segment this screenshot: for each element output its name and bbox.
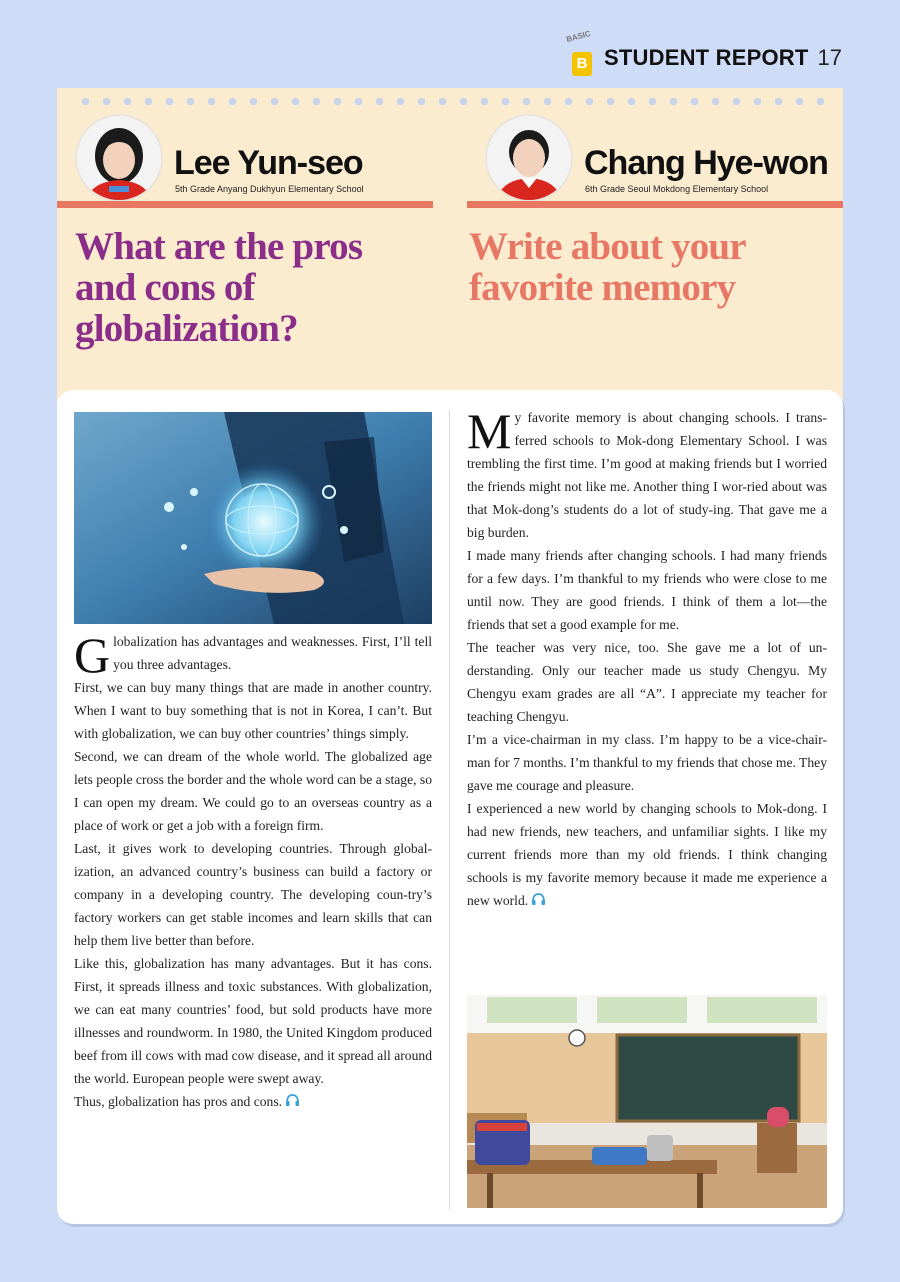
content-card xyxy=(57,390,843,1224)
paragraph-text: lobalization has advantages and weaknesses. First, I’ll tell you three advantages. xyxy=(113,634,432,672)
author-name: Lee Yun-seo xyxy=(174,144,363,182)
author-school: 5th Grade Anyang Dukhyun Elementary School xyxy=(175,184,364,194)
classroom-photo xyxy=(467,995,827,1208)
paragraph: Like this, globalization has many advantages. But it has cons. First, it spreads illness and toxic substances. With globalization, we can eat many countries’ food, but sold products have more illnesses and roundworm. In 1980, the United Kingdom produced beef from ill cows with mad cow disease, and it spread all around the world. European people were swept away. xyxy=(74,956,432,1086)
divider-rule xyxy=(467,201,843,208)
avatar xyxy=(485,114,573,202)
paragraph: First, we can buy many things that are made in another country. When I want to buy something that is not in Korea, I can’t. But with globalization, we can buy other countries’ things simply. xyxy=(74,680,432,741)
basic-badge-logo xyxy=(565,28,596,78)
classroom-image xyxy=(467,995,827,1208)
author-name: Chang Hye-won xyxy=(584,144,828,182)
paragraph xyxy=(74,627,432,683)
paragraph xyxy=(467,797,827,913)
paragraph: Last, it gives work to developing countries. Through global-ization, an advanced country’s business can build a factory or company in a developing country. The developing coun-try’s factory workers can get stable incomes and learn skills that can help them live better than before. xyxy=(74,841,432,948)
paragraph-text: y favorite memory is about changing schools. I trans-ferred schools to Mok-dong Elementary School. I was trembling the first time. I’m good at making friends but I worried the friends might not like me. Another thing I wor-ried about was that Mok-dong’s students do a lot of study-ing. That gave me a big burden. xyxy=(467,410,827,540)
report-header xyxy=(565,28,842,78)
headphones-icon xyxy=(531,890,546,913)
divider-rule xyxy=(57,201,433,208)
student-photo-icon xyxy=(77,116,161,200)
article-left xyxy=(74,627,432,1114)
page-number: 17 xyxy=(817,45,842,70)
column-divider xyxy=(449,410,450,1210)
question-heading: Write about your favorite memory xyxy=(469,225,746,309)
paragraph-text: Thus, globalization has pros and cons. xyxy=(74,1094,283,1109)
article-right xyxy=(467,403,827,913)
question-heading: What are the pros and cons of globalization? xyxy=(75,225,363,350)
badge-small-text: BASIC xyxy=(565,28,592,45)
badge-letter: B xyxy=(572,52,592,76)
author-school: 6th Grade Seoul Mokdong Elementary School xyxy=(585,184,769,194)
avatar xyxy=(75,114,163,202)
student-photo-icon xyxy=(487,116,571,200)
drop-cap: G xyxy=(74,627,111,683)
globalization-photo xyxy=(74,412,432,624)
drop-cap: M xyxy=(467,403,512,459)
decorative-dots xyxy=(75,97,835,106)
section-title: STUDENT REPORT xyxy=(604,45,809,70)
globe-hand-image xyxy=(74,412,432,624)
paragraph: Second, we can dream of the whole world. The globalized age lets people cross the border and the whole word can be a stage, so I can open my dream. We could go to an overseas country as a place of work or get a job with a foreign firm. xyxy=(74,749,432,833)
paragraph xyxy=(74,1090,432,1114)
paragraph-text: I experienced a new world by changing schools to Mok-dong. I had new friends, new teachers, and unfamiliar sights. I like my current friends more than my old friends. I think changing schools is my favorite memory because it made me experience a new world. xyxy=(467,801,827,908)
paragraph xyxy=(467,403,827,544)
headphones-icon xyxy=(285,1091,300,1114)
paragraph: I’m a vice-chairman in my class. I’m happy to be a vice-chair-man for 7 months. I’m thankful to my friends that chose me. They gave me courage and pleasure. xyxy=(467,732,827,793)
title-panel xyxy=(57,88,843,408)
paragraph: I made many friends after changing schools. I had many friends for a few days. I’m thankful to my friends who were close to me until now. They are good friends. I think of them a lot—the friends that set a good example for me. xyxy=(467,548,827,632)
paragraph: The teacher was very nice, too. She gave me a lot of un-derstanding. Only our teacher made us study Chengyu. My Chengyu exam grades are all “A”. I appreciate my teacher for teaching Chengyu. xyxy=(467,640,827,724)
